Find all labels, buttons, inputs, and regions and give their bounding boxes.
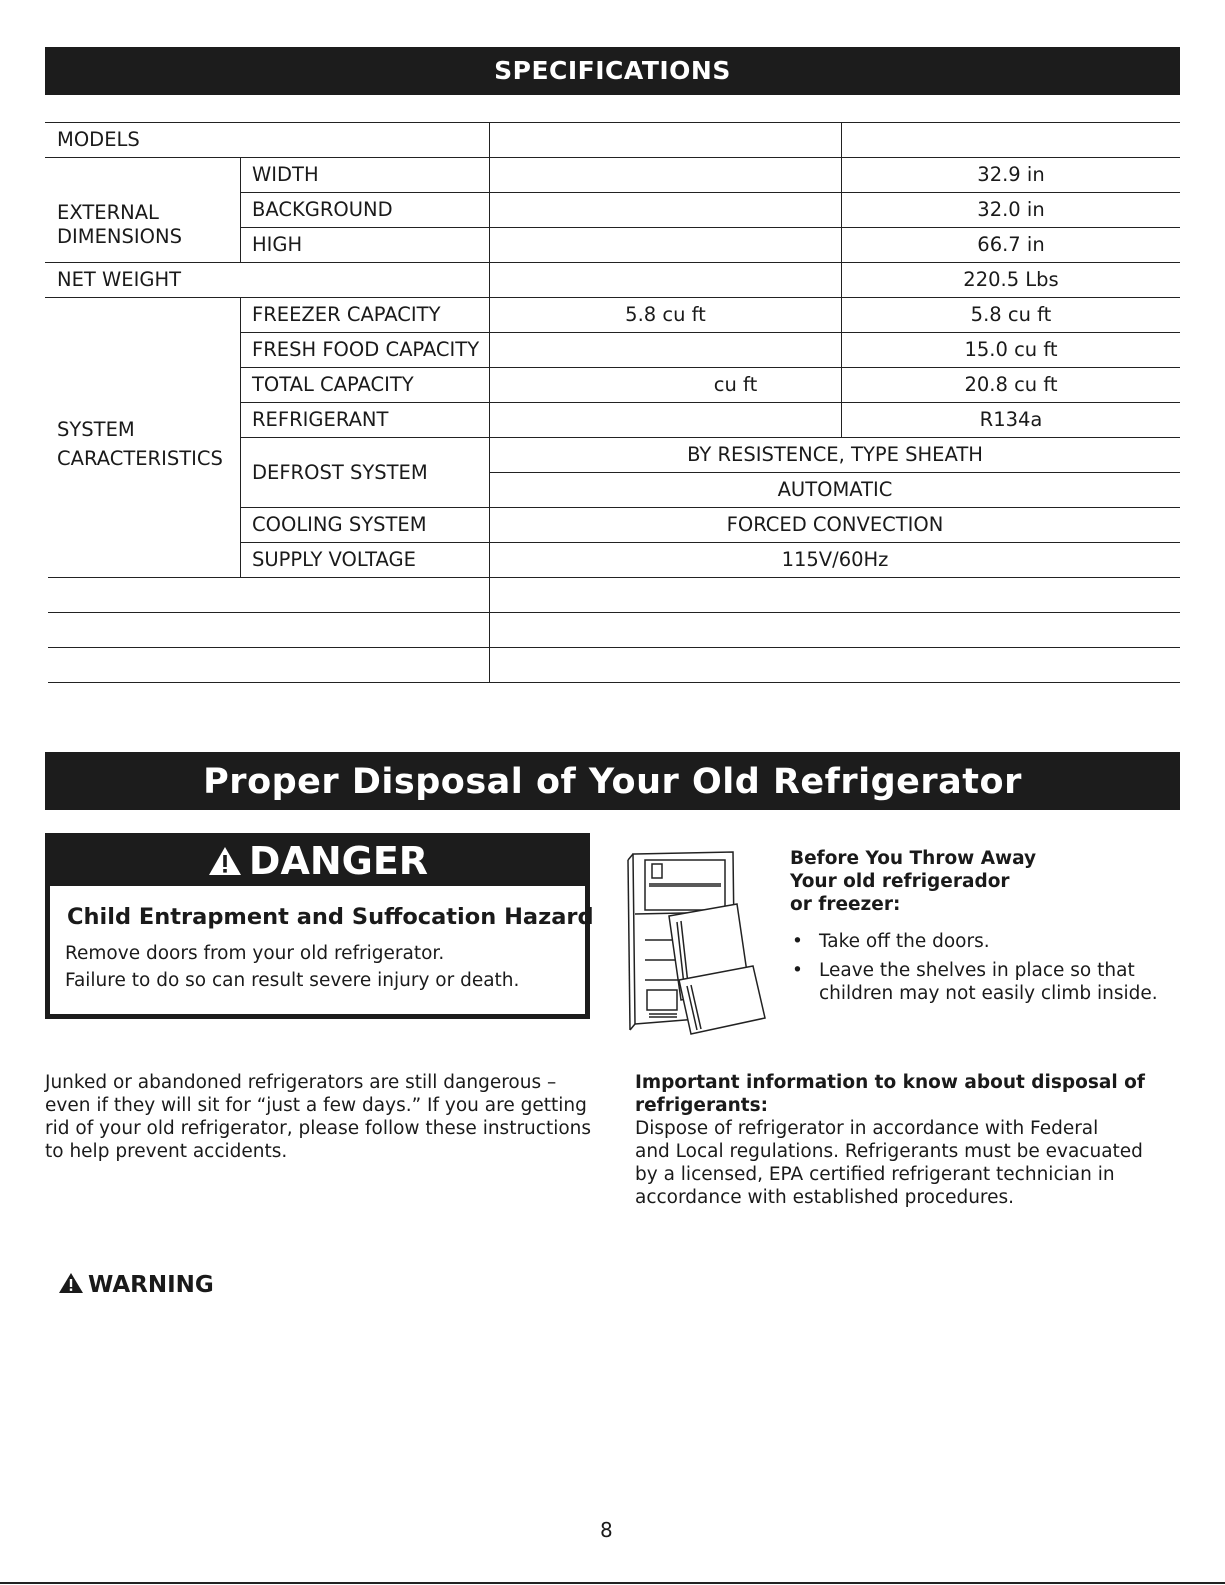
bullet-icon: • bbox=[792, 960, 803, 981]
width-label: WIDTH bbox=[252, 163, 319, 186]
paragraph-line: by a licensed, EPA certified refrigerant technician in bbox=[635, 1164, 1115, 1185]
total-capacity-label: TOTAL CAPACITY bbox=[252, 373, 414, 396]
net-weight-label: NET WEIGHT bbox=[57, 268, 182, 291]
paragraph-line: Dispose of refrigerator in accordance with Federal bbox=[635, 1118, 1099, 1139]
freezer-capacity-label: FREEZER CAPACITY bbox=[252, 303, 441, 326]
paragraph-line: Junked or abandoned refrigerators are still dangerous – bbox=[45, 1072, 557, 1093]
table-rule bbox=[48, 612, 1180, 613]
fresh-food-capacity-value: 15.0 cu ft bbox=[964, 338, 1058, 361]
system-characteristics-label: SYSTEM CARACTERISTICS bbox=[57, 418, 223, 470]
table-rule bbox=[45, 262, 1180, 263]
supply-voltage-value: 115V/60Hz bbox=[781, 548, 889, 571]
danger-heading-text: DANGER bbox=[248, 839, 429, 883]
total-capacity-value-b: 20.8 cu ft bbox=[964, 373, 1058, 396]
bullet-icon: • bbox=[792, 931, 803, 952]
danger-title: Child Entrapment and Suffocation Hazard bbox=[67, 904, 594, 930]
danger-box bbox=[45, 833, 594, 1019]
refrigerant-label: REFRIGERANT bbox=[252, 408, 389, 431]
danger-line: Remove doors from your old refrigerator. bbox=[65, 943, 445, 964]
refrigerant-value: R134a bbox=[979, 408, 1043, 431]
table-rule bbox=[48, 682, 1180, 683]
table-rule bbox=[240, 332, 1180, 333]
supply-voltage-label: SUPPLY VOLTAGE bbox=[252, 548, 416, 571]
important-heading: refrigerants: bbox=[635, 1095, 769, 1116]
high-label: HIGH bbox=[252, 233, 303, 256]
table-rule bbox=[45, 157, 1180, 158]
danger-body bbox=[50, 886, 594, 1014]
table-rule bbox=[240, 297, 241, 577]
defrost-system-value-1: BY RESISTENCE, TYPE SHEATH bbox=[687, 443, 983, 466]
paragraph-line: even if they will sit for “just a few days.” If you are getting bbox=[45, 1095, 587, 1116]
cooling-system-label: COOLING SYSTEM bbox=[252, 513, 427, 536]
table-rule bbox=[45, 122, 1180, 123]
table-rule bbox=[48, 647, 1180, 648]
total-capacity-value-a: cu ft bbox=[713, 373, 758, 396]
disposal-title: Proper Disposal of Your Old Refrigerator bbox=[45, 752, 1180, 810]
paragraph-line: accordance with established procedures. bbox=[635, 1187, 1015, 1208]
table-rule bbox=[240, 507, 1180, 508]
width-value: 32.9 in bbox=[977, 163, 1045, 186]
table-rule bbox=[48, 577, 1180, 578]
warning-text: WARNING bbox=[88, 1272, 214, 1298]
cooling-system-value: FORCED CONVECTION bbox=[726, 513, 944, 536]
defrost-system-label: DEFROST SYSTEM bbox=[252, 461, 428, 484]
list-item-text: Take off the doors. bbox=[819, 931, 990, 952]
table-rule bbox=[240, 192, 1180, 193]
paragraph-line: rid of your old refrigerator, please follow these instructions bbox=[45, 1118, 592, 1139]
models-label: MODELS bbox=[57, 128, 140, 151]
fresh-food-capacity-label: FRESH FOOD CAPACITY bbox=[252, 338, 480, 361]
table-rule bbox=[240, 402, 1180, 403]
table-rule bbox=[489, 122, 490, 682]
table-rule bbox=[240, 437, 1180, 438]
freezer-capacity-value-b: 5.8 cu ft bbox=[970, 303, 1052, 326]
warning-triangle-icon bbox=[207, 845, 243, 877]
list-item-text: Leave the shelves in place so that bbox=[819, 960, 1135, 981]
table-rule bbox=[240, 227, 1180, 228]
background-label: BACKGROUND bbox=[252, 198, 393, 221]
danger-line: Failure to do so can result severe injury or death. bbox=[65, 970, 520, 991]
important-heading: Important information to know about disposal of bbox=[635, 1072, 1145, 1093]
before-heading: Before You Throw Away bbox=[790, 848, 1037, 869]
paragraph-line: to help prevent accidents. bbox=[45, 1141, 288, 1162]
table-rule bbox=[490, 472, 1180, 473]
table-rule bbox=[240, 542, 1180, 543]
table-rule bbox=[240, 367, 1180, 368]
before-heading: or freezer: bbox=[790, 894, 901, 915]
danger-heading bbox=[45, 833, 590, 885]
warning-label bbox=[58, 1272, 214, 1298]
specifications-title: SPECIFICATIONS bbox=[45, 47, 1180, 95]
warning-triangle-icon bbox=[58, 1272, 84, 1294]
defrost-system-value-2: AUTOMATIC bbox=[777, 478, 893, 501]
bottom-rule bbox=[0, 1582, 1225, 1584]
external-dimensions-label: EXTERNAL DIMENSIONS bbox=[57, 201, 182, 248]
net-weight-value: 220.5 Lbs bbox=[963, 268, 1059, 291]
paragraph-line: and Local regulations. Refrigerants must be evacuated bbox=[635, 1141, 1143, 1162]
freezer-capacity-value-a: 5.8 cu ft bbox=[625, 303, 706, 326]
refrigerator-illustration bbox=[625, 848, 780, 1043]
high-value: 66.7 in bbox=[977, 233, 1045, 256]
before-heading: Your old refrigerador bbox=[790, 871, 1010, 892]
page-number: 8 bbox=[600, 1518, 613, 1542]
table-rule bbox=[240, 157, 241, 262]
table-rule bbox=[45, 297, 1180, 298]
background-value: 32.0 in bbox=[977, 198, 1045, 221]
list-item-text: children may not easily climb inside. bbox=[819, 983, 1158, 1004]
